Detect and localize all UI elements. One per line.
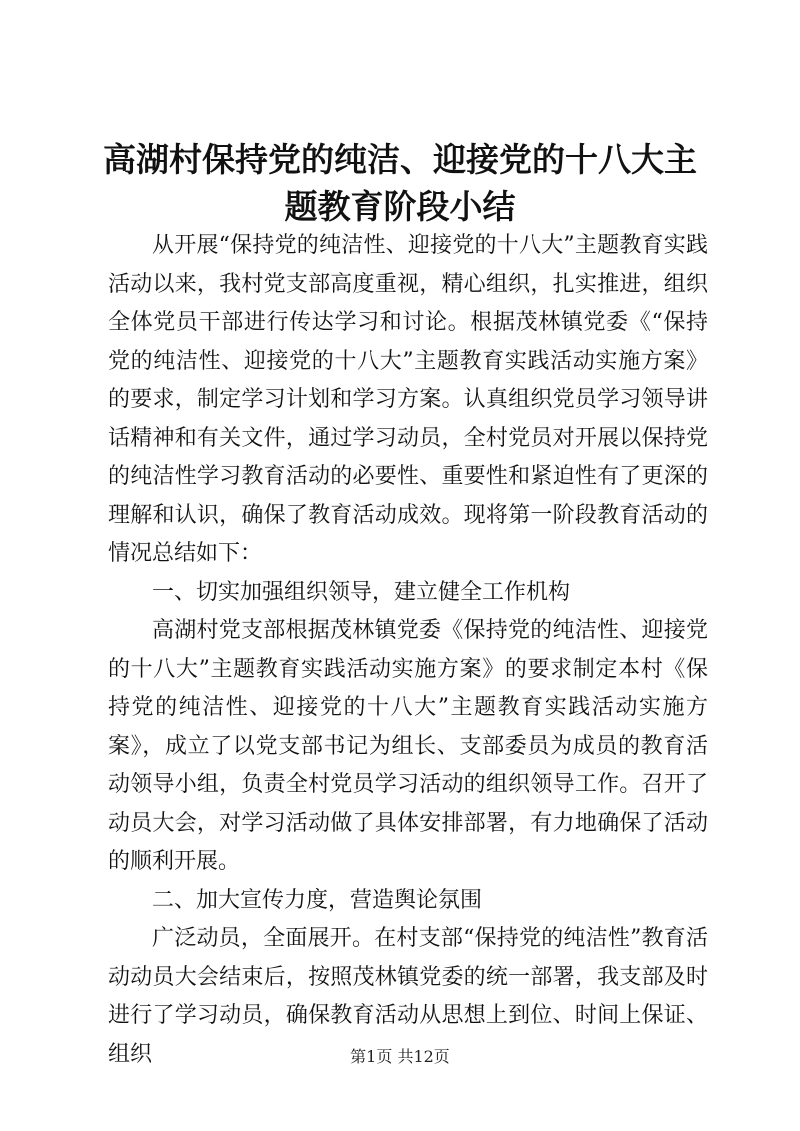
- section-heading-2: 二、加大宣传力度，营造舆论氛围: [152, 887, 483, 913]
- document-title: 高湖村保持党的纯洁、迎接党的十八大主题教育阶段小结: [103, 140, 697, 226]
- paragraph-section-2: 广泛动员，全面展开。在村支部“保持党的纯洁性”教育活动动员大会结束后，按照茂林镇党委的统一部署，我支部及时进行了学习动员，确保教育活动从思想上到位、时间上保证、组织: [108, 926, 708, 1067]
- paragraph-intro: 从开展“保持党的纯洁性、迎接党的十八大”主题教育实践活动以来，我村党支部高度重视，精心组织，扎实推进，组织全体党员干部进行传达学习和讨论。根据茂林镇党委《“保持党的纯洁性、迎接党的十八大”主题教育实践活动实施方案》的要求，制定学习计划和学习方案。认真组织党员学习领导讲话精神和有关文件，通过学习动员，全村党员对开展以保持党的纯洁性学习教育活动的必要性、重要性和紧迫性有了更深的理解和认识，确保了教育活动成效。现将第一阶段教育活动的情况总结如下：: [108, 233, 708, 566]
- paragraph-section-1: 高湖村党支部根据茂林镇党委《保持党的纯洁性、迎接党的十八大”主题教育实践活动实施方案》的要求制定本村《保持党的纯洁性、迎接党的十八大”主题教育实践活动实施方案》，成立了以党支部书记为组长、支部委员为成员的教育活动领导小组，负责全村党员学习活动的组织领导工作。召开了动员大会，对学习活动做了具体安排部署，有力地确保了活动的顺利开展。: [108, 618, 708, 874]
- page-footer: 第1页 共12页: [350, 1047, 450, 1066]
- document-body: [108, 227, 708, 1074]
- section-heading-1: 一、切实加强组织领导，建立健全工作机构: [152, 579, 571, 605]
